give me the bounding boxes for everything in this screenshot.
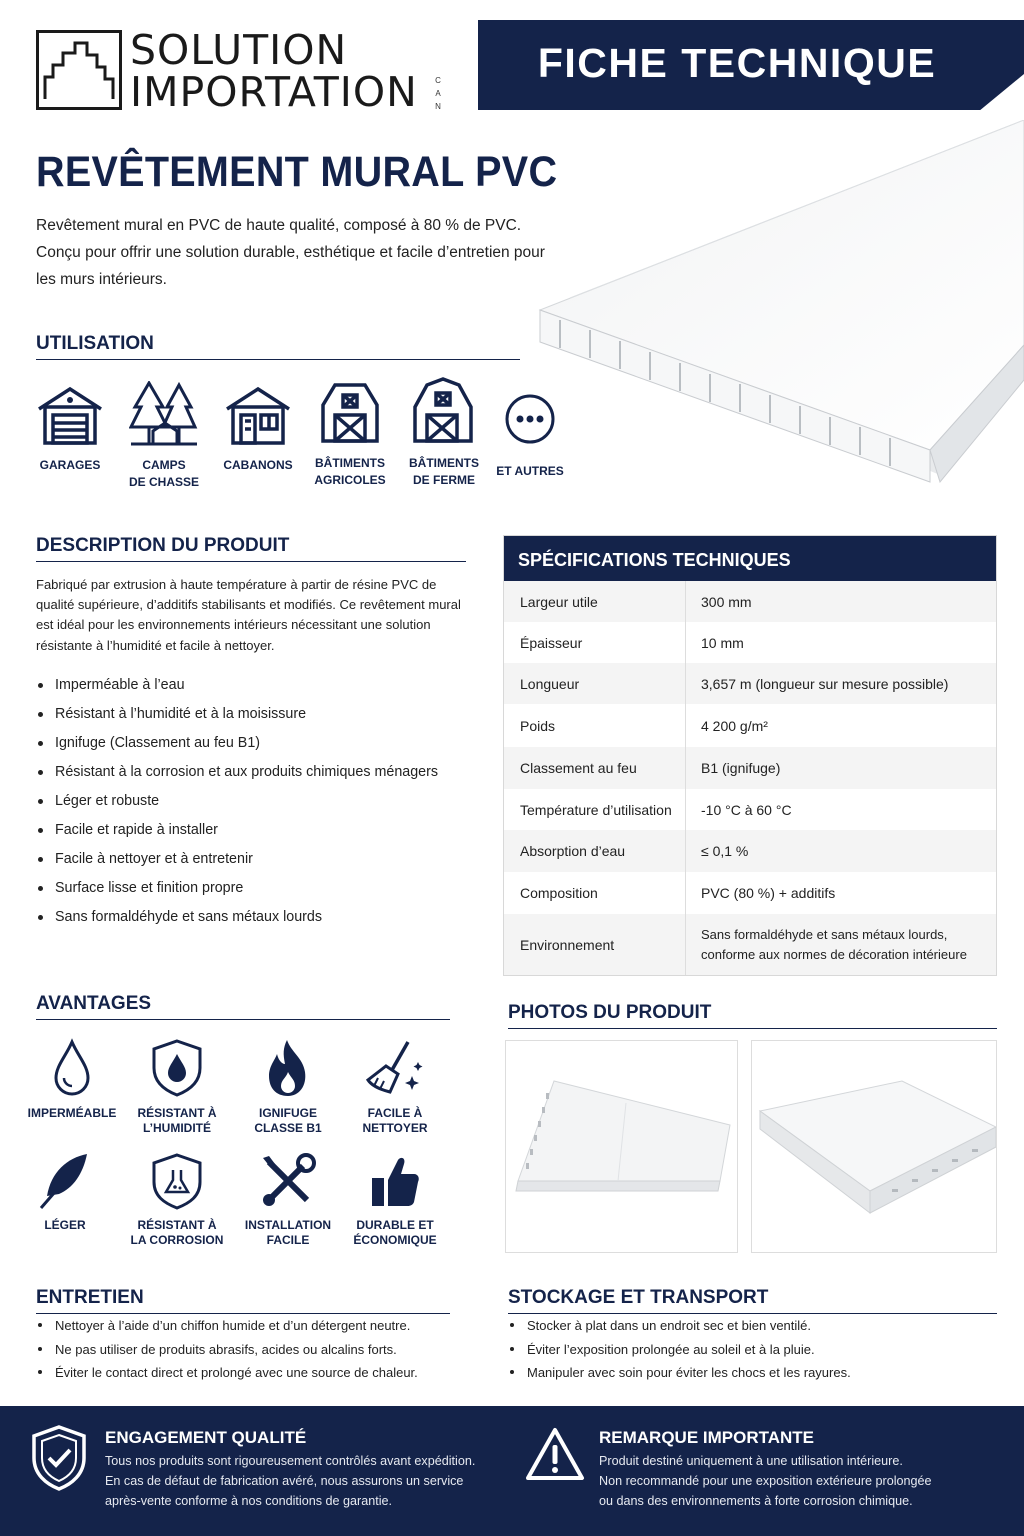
storage-section-title: STOCKAGE ET TRANSPORT xyxy=(508,1287,997,1314)
spec-label: Poids xyxy=(504,704,686,747)
feature-list xyxy=(36,675,486,936)
advantage-item: RÉSISTANT À L’HUMIDITÉ xyxy=(127,1038,227,1136)
maintenance-item: Nettoyer à l’aide d’un chiffon humide et d’un détergent neutre. xyxy=(36,1314,476,1338)
spec-row xyxy=(504,622,996,663)
spec-value: B1 (ignifuge) xyxy=(701,760,781,776)
quality-text: Tous nos produits sont rigoureusement contrôlés avant expédition. En cas de défaut de fabrication avéré, nous assurons un service après-vente conforme à nos conditions de garantie. xyxy=(105,1454,476,1508)
fire-icon xyxy=(263,1038,313,1098)
product-photo-1 xyxy=(505,1040,738,1253)
pine-trees-cabin-icon xyxy=(129,381,199,447)
spec-label: Composition xyxy=(504,872,686,914)
tools-icon xyxy=(259,1152,317,1210)
intro-text: Revêtement mural en PVC de haute qualité, composé à 80 % de PVC. Conçu pour offrir une solution durable, esthétique et facile d’entretien pour les murs intérieurs. xyxy=(36,217,545,288)
spec-label: Largeur utile xyxy=(504,581,686,622)
usage-item-batiments-agricoles: BÂTIMENTS AGRICOLES xyxy=(308,379,392,489)
feature-item: Sans formaldéhyde et sans métaux lourds xyxy=(36,907,486,936)
usage-item-camps: CAMPS DE CHASSE xyxy=(122,381,206,491)
feature-item: Imperméable à l’eau xyxy=(36,675,486,704)
spec-table-title: SPÉCIFICATIONS TECHNIQUES xyxy=(504,536,996,581)
advantages-section-title: AVANTAGES xyxy=(36,993,450,1020)
panel-photo-image xyxy=(752,1041,996,1252)
feature-item: Ignifuge (Classement au feu B1) xyxy=(36,733,486,762)
usage-item-garages xyxy=(28,383,112,474)
spec-table-body xyxy=(504,581,996,975)
spec-row xyxy=(504,789,996,830)
advantage-item: FACILE À NETTOYER xyxy=(345,1038,445,1136)
usage-item-cabanons: CABANONS xyxy=(216,385,300,474)
spec-label: Longueur xyxy=(504,663,686,704)
spec-table xyxy=(503,535,997,976)
storage-list xyxy=(508,1314,997,1385)
advantage-item: DURABLE ET ÉCONOMIQUE xyxy=(345,1152,445,1248)
feather-icon xyxy=(37,1152,93,1210)
spec-row xyxy=(504,914,996,975)
brand-name-line1: SOLUTION xyxy=(130,26,348,74)
spec-label: Température d’utilisation xyxy=(504,789,686,830)
brand-name-line2: IMPORTATION xyxy=(130,68,418,116)
notice-title: REMARQUE IMPORTANTE xyxy=(599,1428,815,1447)
spec-row xyxy=(504,663,996,704)
spec-value: 4 200 g/m² xyxy=(701,717,768,734)
spec-value-line2: conforme aux normes de décoration intérieure xyxy=(701,946,967,962)
advantage-item: LÉGER xyxy=(15,1152,115,1233)
feature-item: Facile à nettoyer et à entretenir xyxy=(36,849,486,878)
description-text: Fabriqué par extrusion à haute température à partir de résine PVC de qualité supérieure, d’additifs stabilisants et modifiés. Ce revêtement mural est idéal pour les environnements intérieurs nécessitant une solution résistante à l’humidité et facile à nettoyer. xyxy=(36,577,461,653)
feature-item: Facile et rapide à installer xyxy=(36,820,486,849)
spec-value: PVC (80 %) + additifs xyxy=(701,885,836,901)
pvc-panel-hero-image xyxy=(530,120,1024,500)
spec-row xyxy=(504,581,996,622)
product-photo-2 xyxy=(751,1040,997,1253)
spec-row xyxy=(504,830,996,872)
feature-item: Résistant à la corrosion et aux produits chimiques ménagers xyxy=(36,762,486,791)
maintenance-list xyxy=(36,1314,476,1385)
spec-value: 300 mm xyxy=(701,593,752,610)
barn-icon xyxy=(315,379,385,445)
spec-value: Sans formaldéhyde et sans métaux lourds, xyxy=(701,926,948,942)
broom-icon xyxy=(364,1038,426,1098)
advantage-item: INSTALLATION FACILE xyxy=(238,1152,338,1248)
usage-item-batiments-ferme: BÂTIMENTS DE FERME xyxy=(402,377,486,489)
maintenance-section-title: ENTRETIEN xyxy=(36,1287,450,1314)
more-icon xyxy=(502,391,558,447)
spec-label: Environnement xyxy=(504,914,686,975)
page-title: REVÊTEMENT MURAL PVC xyxy=(36,148,558,196)
spec-label: Classement au feu xyxy=(504,747,686,789)
spec-value: ≤ 0,1 % xyxy=(701,843,749,859)
spec-label: Absorption d’eau xyxy=(504,830,686,872)
photos-section-title: PHOTOS DU PRODUIT xyxy=(508,1002,997,1029)
brand-country: CAN xyxy=(435,76,441,111)
feature-item: Surface lisse et finition propre xyxy=(36,878,486,907)
notice-text: Produit destiné uniquement à une utilisation intérieure. Non recommandé pour une exposition extérieure prolongée ou dans des environnements à forte corrosion chimique. xyxy=(599,1454,932,1508)
advantage-item: IMPERMÉABLE xyxy=(22,1038,122,1121)
spec-value: -10 °C à 60 °C xyxy=(701,801,792,818)
shield-check-icon xyxy=(30,1424,88,1492)
logo-mark xyxy=(36,30,122,110)
storage-item: Éviter l’exposition prolongée au soleil et à la pluie. xyxy=(508,1338,997,1362)
farm-barn-icon xyxy=(409,377,479,445)
description-section-title: DESCRIPTION DU PRODUIT xyxy=(36,535,466,562)
panel-photo-image xyxy=(506,1041,737,1252)
banner-title: FICHE TECHNIQUE xyxy=(537,40,937,86)
maintenance-item: Éviter le contact direct et prolongé avec une source de chaleur. xyxy=(36,1361,476,1385)
skyline-logo-icon xyxy=(39,33,119,107)
spec-row xyxy=(504,747,996,789)
thumbs-up-icon xyxy=(368,1152,422,1210)
shield-flask-icon xyxy=(150,1152,204,1210)
storage-item: Manipuler avec soin pour éviter les chocs et les rayures. xyxy=(508,1361,997,1385)
garage-icon xyxy=(35,383,105,447)
warning-icon xyxy=(524,1426,586,1484)
usage-label: GARAGES xyxy=(39,458,101,472)
feature-item: Léger et robuste xyxy=(36,791,486,820)
spec-row xyxy=(504,704,996,747)
storage-item: Stocker à plat dans un endroit sec et bien ventilé. xyxy=(508,1314,997,1338)
spec-value: 10 mm xyxy=(701,634,744,651)
shield-drop-icon xyxy=(150,1038,204,1098)
water-drop-icon xyxy=(48,1038,96,1098)
shed-icon xyxy=(223,385,293,447)
quality-title: ENGAGEMENT QUALITÉ xyxy=(105,1428,307,1447)
spec-row xyxy=(504,872,996,914)
usage-section-title: UTILISATION xyxy=(36,333,520,360)
advantage-item: IGNIFUGE CLASSE B1 xyxy=(238,1038,338,1136)
spec-value: 3,657 m (longueur sur mesure possible) xyxy=(701,675,949,692)
feature-item: Résistant à l’humidité et à la moisissure xyxy=(36,704,486,733)
advantage-item: RÉSISTANT À LA CORROSION xyxy=(127,1152,227,1248)
maintenance-item: Ne pas utiliser de produits abrasifs, acides ou alcalins forts. xyxy=(36,1338,476,1362)
usage-item-autres: ET AUTRES xyxy=(488,391,572,480)
spec-label: Épaisseur xyxy=(504,622,686,663)
